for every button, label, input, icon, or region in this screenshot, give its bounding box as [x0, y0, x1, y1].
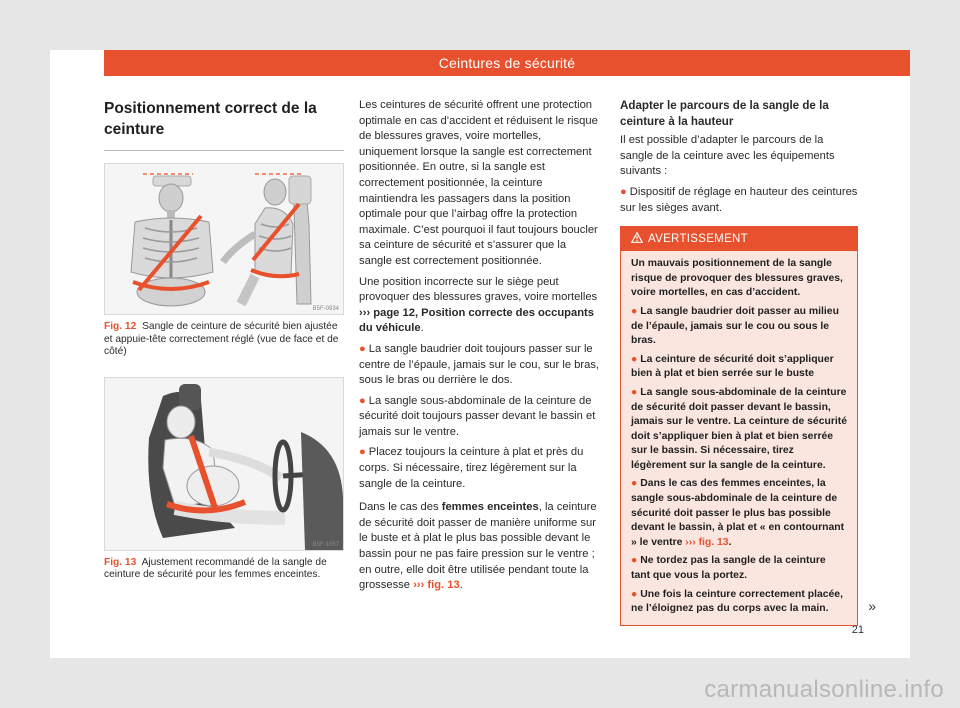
figure-code: B5F-0934 [312, 306, 339, 312]
figure-12-illustration [104, 163, 344, 315]
seatbelt-front-side-illustration [105, 164, 343, 314]
page-reference-link[interactable]: ››› page 12, Position correcte des occupants du véhicule [359, 306, 594, 335]
warning-item-text: Dans le cas des femmes enceintes, la sangle sous-abdominale de la ceinture de sécurité doit passer le plus bas possible devant le bassin, à plat et « en contournant » le ventre [631, 478, 845, 548]
bullet-icon: ● [620, 185, 627, 198]
figure-13-illustration [104, 377, 344, 551]
bullet-icon: ● [631, 478, 638, 490]
intro-paragraph: Les ceintures de sécurité offrent une protection optimale en cas d’accident et réduisent le risque de blessures graves, voire mortelles, uniquement lorsque la sangle est correctement positionnée. En outre, si la sangle est correctement positionnée, la ceinture maintiendra les passagers dans la position optimale pour que l’airbag offre la protection maximale. C’est pourquoi il faut toujours boucler sa ceinture de sécurité et s’assurer que la sangle est correctement positionnée. [359, 99, 598, 267]
item-end: . [728, 536, 732, 548]
bullet-text: Placez toujours la ceinture à plat et près du corps. Si nécessaire, tirez légèrement sur la sangle de la ceinture. [359, 446, 584, 490]
bullet-item [620, 185, 858, 216]
bullet-item [359, 394, 602, 441]
warning-item [631, 386, 847, 474]
bullet-icon: ● [359, 446, 366, 459]
paragraph-end: . [459, 579, 463, 592]
warning-body [621, 251, 857, 625]
pregnant-seatbelt-illustration [105, 378, 343, 550]
bullet-text: La sangle sous-abdominale de la ceinture de sécurité doit toujours passer devant le bassin et jamais sur le ventre. [359, 394, 596, 438]
warning-title: AVERTISSEMENT [648, 233, 748, 246]
warning-header [621, 227, 857, 251]
warning-item [631, 353, 847, 382]
page-header: Ceintures de sécurité [104, 50, 910, 76]
middle-column [359, 98, 602, 599]
figure-reference-link[interactable]: ››› fig. 13 [413, 579, 460, 592]
warning-item-text: La sangle baudrier doit passer au milieu de l’épaule, jamais sur le cou ou sous le bras. [631, 305, 839, 347]
page-number: 21 [851, 624, 864, 636]
caption-text: Sangle de ceinture de sécurité bien ajustée et appuie-tête correctement réglé (vue de face et de côté) [104, 321, 339, 357]
left-column [104, 98, 344, 582]
warning-item-text: Une fois la ceinture correctement placée, ne l’éloignez pas du corps avec la main. [631, 588, 843, 615]
paragraph-text: Une position incorrecte sur le siège peut provoquer des blessures graves, voire mortelles [359, 275, 598, 304]
figure-number: Fig. 13 [104, 556, 137, 568]
figure-reference-link[interactable]: ››› fig. 13 [685, 536, 729, 548]
warning-item [631, 588, 847, 617]
section-heading: Positionnement correct de la ceinture [104, 100, 317, 138]
heading-divider [104, 150, 344, 151]
manual-page [50, 50, 910, 658]
bullet-icon: ● [359, 342, 366, 355]
figure-13-caption [104, 557, 344, 582]
subsection-heading: Adapter le parcours de la sangle de la ceinture à la hauteur [620, 99, 829, 128]
figure-12-caption [104, 321, 344, 359]
bullet-icon: ● [631, 353, 638, 365]
warning-triangle-icon [631, 232, 643, 243]
warning-item [631, 554, 847, 583]
bullet-icon: ● [631, 588, 638, 600]
figure-code: B5F-1057 [312, 541, 339, 548]
bold-term: femmes enceintes [441, 501, 539, 514]
warning-item-text: Ne tordez pas la sangle de la ceinture tant que vous la portez. [631, 555, 826, 582]
equipment-paragraph: Il est possible d’adapter le parcours de la sangle de la ceinture avec les équipements suivants : [620, 134, 835, 178]
bullet-icon: ● [631, 305, 638, 317]
paragraph-text: , la ceinture de sécurité doit passer de manière uniforme sur le buste et à plat le plus bas possible devant le bassin pour ne pas faire pression sur le ventre ; en outre, elle doit être utilisée pendant toute la grossesse [359, 501, 597, 592]
figure-number: Fig. 12 [104, 321, 137, 332]
bullet-item [359, 342, 602, 389]
warning-item-text: La ceinture de sécurité doit s’appliquer bien à plat et bien serrée sur le buste [631, 353, 834, 380]
warning-box [620, 226, 858, 626]
bullet-icon: ● [631, 386, 638, 398]
continue-arrow-icon: » [868, 598, 876, 614]
right-column [620, 98, 858, 626]
pregnant-paragraph [359, 500, 602, 594]
caption-text: Ajustement recommandé de la sangle de ceinture de sécurité pour les femmes enceintes. [104, 556, 327, 580]
warning-item [631, 477, 847, 550]
incorrect-position-paragraph: Une position incorrecte sur le siège peut provoquer des blessures graves, voire mortelles ››› page 12, Position correcte des occupants du véhicule. [359, 275, 598, 335]
bullet-text: Dispositif de réglage en hauteur des ceintures sur les sièges avant. [620, 185, 858, 214]
bullet-text: La sangle baudrier doit toujours passer sur le centre de l’épaule, jamais sur le cou, sur le bras, sous le bras ou derrière le dos. [359, 342, 600, 387]
warning-intro: Un mauvais positionnement de la sangle risque de provoquer des blessures graves, voire mortelles, en cas d’accident. [631, 258, 843, 299]
bullet-item [359, 445, 602, 492]
bullet-icon: ● [631, 555, 638, 567]
watermark: carmanualsonline.info [704, 676, 944, 703]
paragraph-text: Dans le cas des [359, 501, 439, 514]
warning-item-text: La sangle sous-abdominale de la ceinture de sécurité doit passer devant le bassin, jamais sur le ventre. La ceinture de sécurité doit s’appliquer bien à plat et bien serrée sur le bassin. Si nécessaire, tirez légèrement sur la sangle de la ceinture. [631, 386, 847, 471]
bullet-icon: ● [359, 394, 366, 407]
warning-item [631, 305, 847, 349]
